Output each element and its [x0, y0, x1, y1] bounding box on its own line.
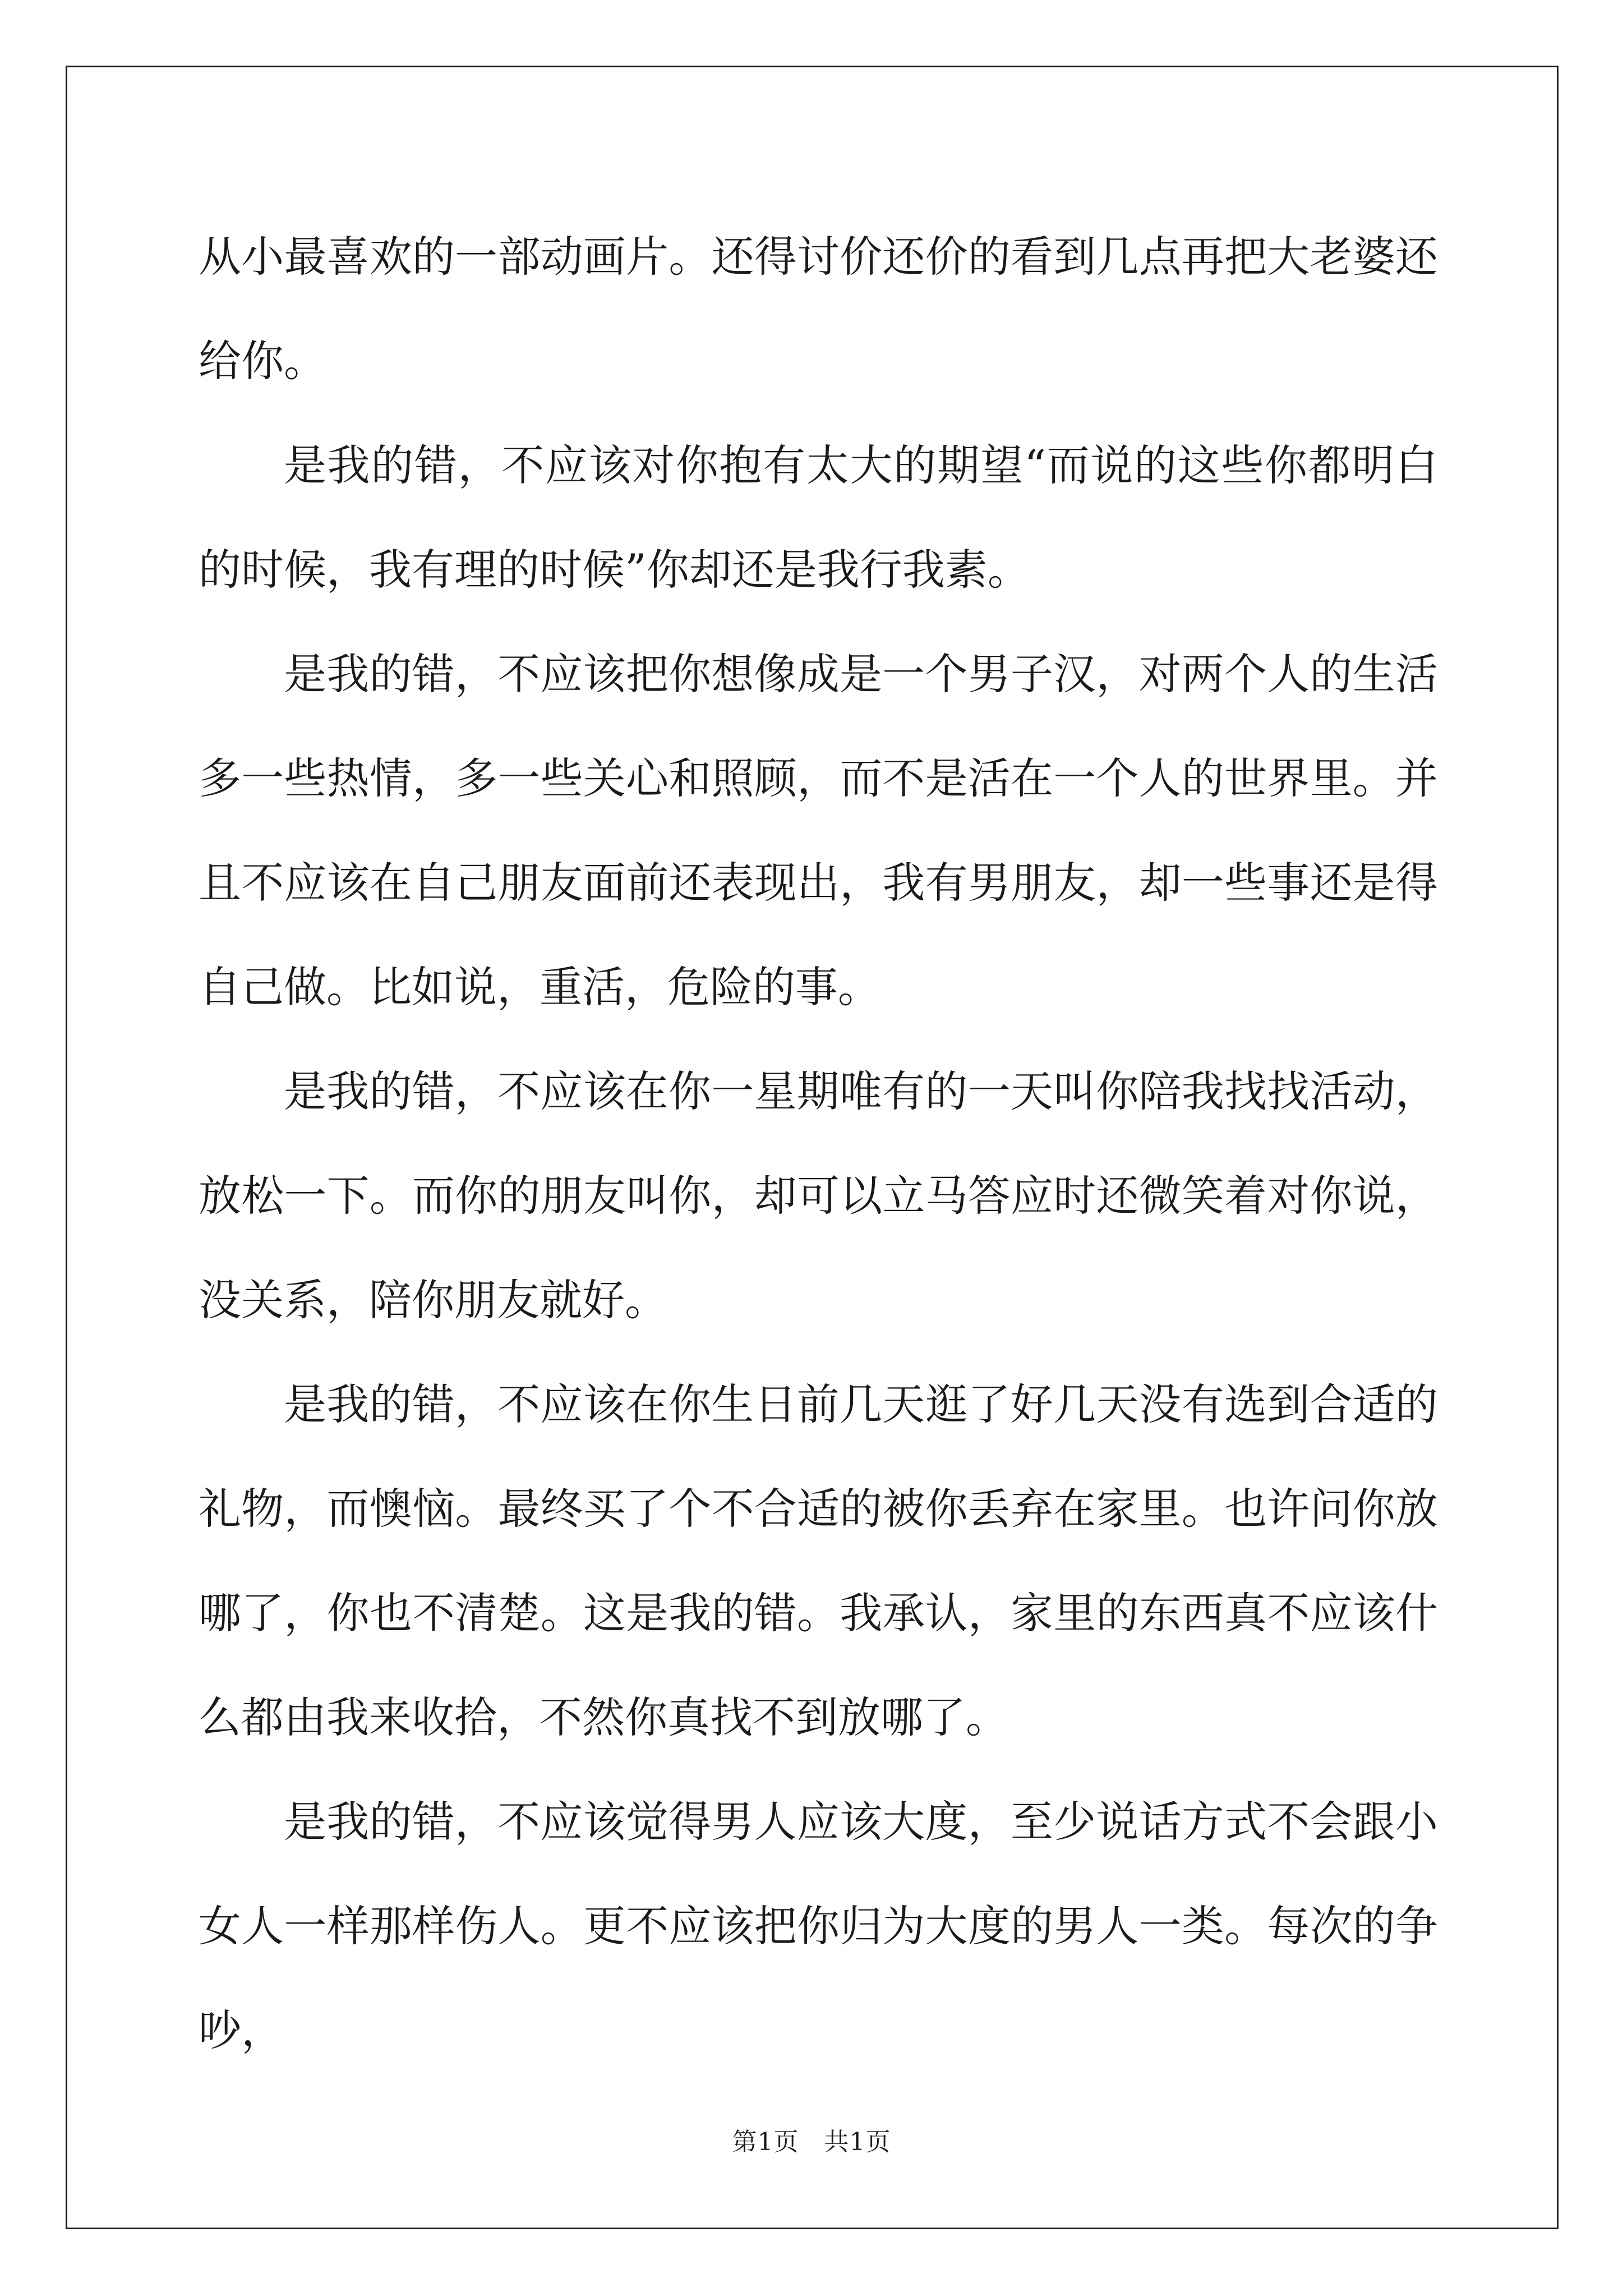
paragraph-1: 从小最喜欢的一部动画片。还得讨价还价的看到几点再把大老婆还给你。 [199, 232, 1438, 386]
document-body [199, 205, 1438, 2083]
page-footer: 第1页 共1页 [732, 2128, 891, 2156]
paragraph-2: 是我的错，不应该对你抱有太大的期望“而说的这些你都明白的时候，我有理的时候”你却还是我行我素。 [199, 440, 1438, 595]
paragraph-6: 是我的错，不应该觉得男人应该大度，至少说话方式不会跟小女人一样那样伤人。更不应该把你归为大度的男人一类。每次的争吵， [199, 1797, 1438, 2055]
paragraph-3: 是我的错，不应该把你想像成是一个男子汉，对两个人的生活多一些热情，多一些关心和照顾，而不是活在一个人的世界里。并且不应该在自己朋友面前还表现出，我有男朋友，却一些事还是得自己做。比如说，重活，危险的事。 [199, 649, 1438, 1012]
paragraph-5: 是我的错，不应该在你生日前几天逛了好几天没有选到合适的礼物，而懊恼。最终买了个不合适的被你丢弃在家里。也许问你放哪了，你也不清楚。这是我的错。我承认，家里的东西真不应该什么都由我来收拾，不然你真找不到放哪了。 [199, 1379, 1438, 1742]
paragraph-4: 是我的错，不应该在你一星期唯有的一天叫你陪我找找活动，放松一下。而你的朋友叫你，却可以立马答应时还微笑着对你说，没关系，陪你朋友就好。 [199, 1066, 1438, 1325]
